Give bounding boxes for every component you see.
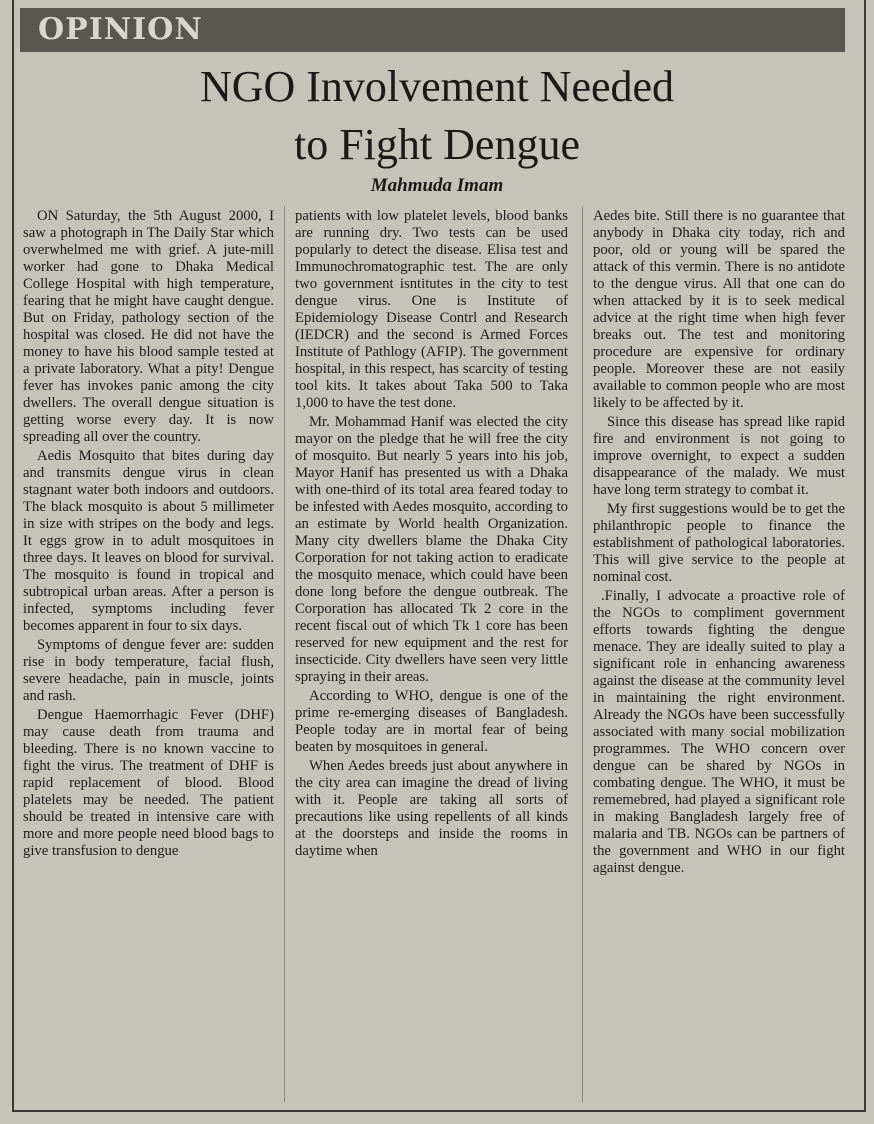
article-column-3 (593, 208, 845, 1108)
paragraph: ON Saturday, the 5th August 2000, I saw a photograph in The Daily Star which overwhelmed me with grief. A jute-mill worker had gone to Dhaka Medical College Hospital with high temperature, fearing that he might have caught dengue. But on Friday, pathology section of the hospital was closed. He did not have the money to have his blood sample tested at a private laboratory. What a pity! Dengue fever has invokes panic among the city dwellers. The overall dengue situation is getting worse every day. It is now spreading all over the country. (23, 208, 274, 445)
paragraph: patients with low platelet levels, blood banks are running dry. Two tests can be used popularly to detect the disease. Elisa test and Immunochromatographic test. The are only two government isntitutes in the city to test dengue virus. One is Institute of Epidemiology Disease Contrl and Research (IEDCR) and the second is Armed Forces Institute of Pathlogy (AFIP). The government hospital, in this respect, has scarcity of testing tool kits. It takes about Taka 500 to Taka 1,000 to have the test done. (295, 208, 568, 411)
paragraph: .Finally, I advocate a proactive role of the NGOs to compliment government efforts towards fighting the dengue menace. They are ideally suited to play a significant role in enhancing awareness against the disease at the community level in maintaining the right environment. Already the NGOs have been successfully associated with many social mobilization programmes. The WHO concern over dengue can be shared by NGOs in combating dengue. The WHO, it must be rememebred, had played a significant role in making Bangladesh largely free of malaria and TB. NGOs can be partners of the government and WHO in our fight against dengue. (593, 588, 845, 876)
headline (0, 58, 874, 174)
paragraph: Dengue Haemorrhagic Fever (DHF) may cause death from trauma and bleeding. There is no known vaccine to fight the virus. The treatment of DHF is rapid replacement of blood. Blood platelets may be needed. The patient should be treated in intensive care with more and more people need blood bags to give transfusion to dengue (23, 707, 274, 859)
paragraph: Aedis Mosquito that bites during day and transmits dengue virus in clean stagnant water both indoors and outdoors. The black mosquito is about 5 millimeter in size with stripes on the body and legs. It eggs grow in to adult mosquitoes in three days. It leaves on blood for survival. The mosquito is found in tropical and subtropical urban areas. After a person is infected, symptoms including fever becomes apparent in four to six days. (23, 448, 274, 634)
headline-line-1: NGO Involvement Needed (199, 62, 675, 111)
paragraph: Aedes bite. Still there is no guarantee that anybody in Dhaka city today, rich and poor, old or young will be spared the attack of this vermin. There is no antidote to the dengue virus. All that one can do when attacked by it is to seek medical advice at the right time when high fever breaks out. The test and monitoring procedure are expensive for ordinary people. Moreover these are not easily available to common people who are most likely to be affected by it. (593, 208, 845, 411)
section-label: OPINION (38, 12, 203, 47)
paragraph: My first suggestions would be to get the philanthropic people to finance the establishment of pathological laboratories. This will give service to the people at nominal cost. (593, 501, 845, 585)
byline: Mahmuda Imam (370, 175, 504, 196)
paragraph: Symptoms of dengue fever are: sudden rise in body temperature, facial flush, severe headache, pain in muscle, joints and rash. (23, 637, 274, 704)
headline-line-2: to Fight Dengue (294, 120, 580, 169)
paragraph: When Aedes breeds just about anywhere in the city area can imagine the dread of living with it. People are taking all sorts of precautions like using repellents of all kinds at the doorsteps and inside the rooms in daytime when (295, 758, 568, 859)
section-banner (20, 8, 845, 52)
column-rule (284, 206, 285, 1102)
article-column-1 (23, 208, 274, 1108)
article-column-2 (295, 208, 568, 1108)
paragraph: According to WHO, dengue is one of the prime re-emerging diseases of Bangladesh. People today are in mortal fear of being beaten by mosquitoes in general. (295, 688, 568, 755)
paragraph: Since this disease has spread like rapid fire and environment is not going to improve overnight, to expect a sudden disappearance of the malady. We must have long term strategy to combat it. (593, 414, 845, 498)
column-rule (582, 206, 583, 1102)
paragraph: Mr. Mohammad Hanif was elected the city mayor on the pledge that he will free the city of mosquito. But nearly 5 years into his job, Mayor Hanif has presented us with a Dhaka with one-third of its total area feared today to be infested with Aedes mosquito, according to an estimate by World health Organization. Many city dwellers blame the Dhaka City Corporation for not taking action to eradicate the mosquito menace, which could have been done long before the dengue outbreak. The Corporation has allocated Tk 2 core in the recent fiscal out of which Tk 1 core has been reserved for new equipment and the rest for insecticide. City dwellers have seen very little spraying in their areas. (295, 414, 568, 685)
